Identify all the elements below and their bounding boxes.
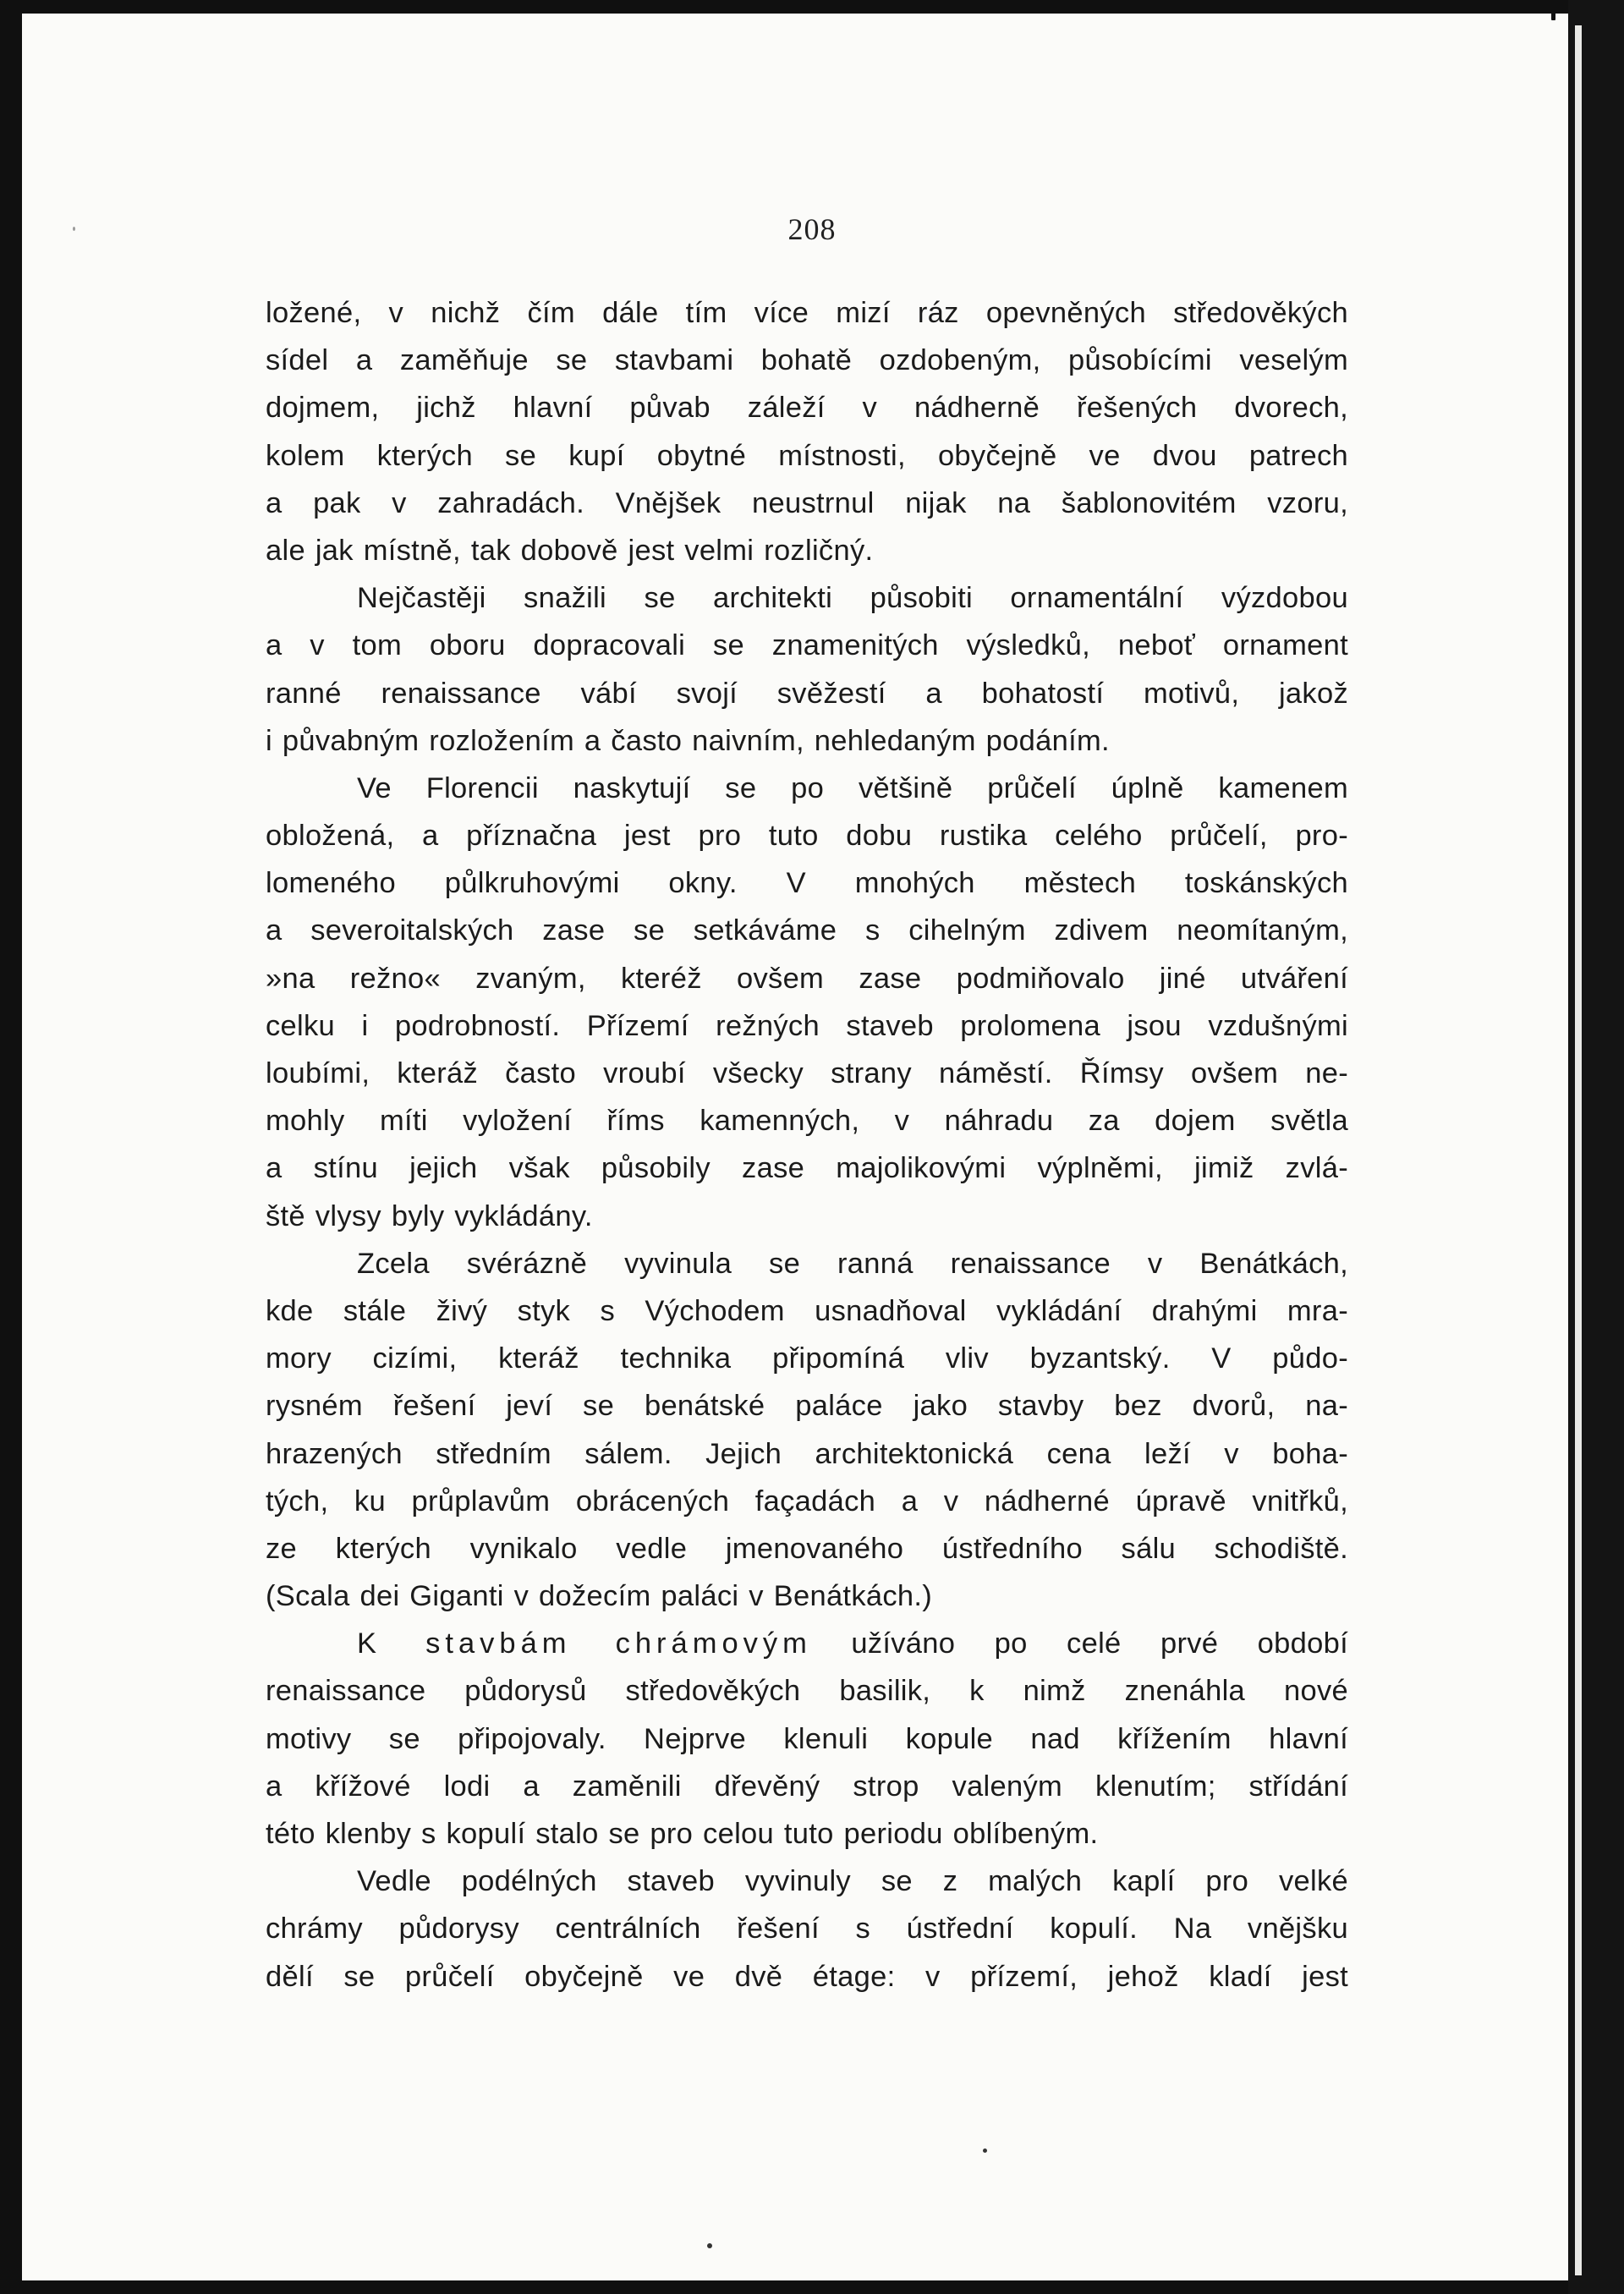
text-line: loubími, kteráž často vroubí všecky strany náměstí. Římsy ovšem ne- bbox=[266, 1057, 1348, 1089]
scan-speck bbox=[73, 227, 75, 231]
text-line: ale jak místně, tak dobově jest velmi rozličný. bbox=[266, 534, 874, 567]
text-line: hrazených středním sálem. Jejich architektonická cena leží v boha- bbox=[266, 1437, 1348, 1470]
text-line: sídel a zaměňuje se stavbami bohatě ozdobeným, působícími veselým bbox=[266, 344, 1348, 377]
text-line: a pak v zahradách. Vnějšek neustrnul nijak na šablonovitém vzoru, bbox=[266, 486, 1348, 519]
scan-speck bbox=[983, 2149, 987, 2153]
text-line: i půvabným rozložením a často naivním, nehledaným podáním. bbox=[266, 724, 1110, 757]
scan-speck bbox=[1551, 12, 1555, 20]
text-line: Ve Florencii naskytují se po většině průčelí úplně kamenem bbox=[357, 771, 1348, 804]
text-line: tých, ku průplavům obrácených façadách a v nádherné úpravě vnitřků, bbox=[266, 1485, 1348, 1517]
text-line: ště vlysy byly vykládány. bbox=[266, 1199, 593, 1232]
text-line: a severoitalských zase se setkáváme s cihelným zdivem neomítaným, bbox=[266, 914, 1348, 947]
text-line: dojmem, jichž hlavní půvab záleží v nádherně řešených dvorech, bbox=[266, 392, 1348, 425]
text-line: ložené, v nichž čím dále tím více mizí ráz opevněných středověkých bbox=[266, 297, 1348, 329]
text-line: a křížové lodi a zaměnili dřevěný strop valeným klenutím; střídání bbox=[266, 1770, 1348, 1803]
text-line: »na režno« zvaným, kteréž ovšem zase podmiňovalo jiné utváření bbox=[266, 962, 1348, 995]
text-line: renaissance půdorysů středověkých basilik, k nimž znenáhla nové bbox=[266, 1675, 1348, 1708]
text-line: kolem kterých se kupí obytné místnosti, obyčejně ve dvou patrech bbox=[266, 439, 1348, 472]
text-line: kde stále živý styk s Východem usnadňoval vykládání drahými mra- bbox=[266, 1294, 1348, 1327]
text-line: ze kterých vynikalo vedle jmenovaného ústředního sálu schodiště. bbox=[266, 1532, 1348, 1565]
text-line: motivy se připojovaly. Nejprve klenuli kopule nad křížením hlavní bbox=[266, 1722, 1348, 1755]
text-line: Zcela svérázně vyvinula se ranná renaissance v Benátkách, bbox=[357, 1247, 1348, 1280]
body-text bbox=[266, 289, 1348, 2000]
text-line: této klenby s kopulí stalo se pro celou tuto periodu oblíbeným. bbox=[266, 1818, 1099, 1850]
text-line bbox=[266, 1620, 1348, 1667]
text-line: rysném řešení jeví se benátské paláce jako stavby bez dvorů, na- bbox=[266, 1390, 1348, 1423]
text-line: chrámy půdorysy centrálních řešení s ústřední kopulí. Na vnějšku bbox=[266, 1913, 1348, 1946]
scan-speck bbox=[707, 2243, 712, 2248]
text-line: celku i podrobností. Přízemí režných staveb prolomena jsou vzdušnými bbox=[266, 1009, 1348, 1042]
text-line: Nejčastěji snažili se architekti působiti ornamentální výzdobou bbox=[357, 582, 1348, 615]
text-line: ranné renaissance vábí svojí svěžestí a bohatostí motivů, jakož bbox=[266, 677, 1348, 710]
text-line: obložená, a příznačna jest pro tuto dobu rustika celého průčelí, pro- bbox=[266, 820, 1348, 853]
page-number: 208 bbox=[787, 212, 837, 246]
text-line: a v tom oboru dopracovali se znamenitých výsledků, neboť ornament bbox=[266, 629, 1348, 662]
text-line: a stínu jejich však působily zase majolikovými výplněmi, jimiž zvlá- bbox=[266, 1152, 1348, 1185]
text-line: (Scala dei Giganti v dožecím paláci v Benátkách.) bbox=[266, 1580, 933, 1613]
emphasized-heading-text: K stavbám chrámovým bbox=[357, 1627, 812, 1660]
text-fragment: užíváno po celé prvé období bbox=[851, 1627, 1348, 1660]
text-line: mory cizími, kteráž technika připomíná vliv byzantský. V půdo- bbox=[266, 1342, 1348, 1375]
adjacent-page-edge bbox=[1575, 25, 1582, 2275]
text-line: lomeného půlkruhovými okny. V mnohých městech toskánských bbox=[266, 867, 1348, 900]
text-line: dělí se průčelí obyčejně ve dvě étage: v přízemí, jehož kladí jest bbox=[266, 1960, 1348, 1993]
text-line: mohly míti vyložení říms kamenných, v náhradu za dojem světla bbox=[266, 1105, 1348, 1138]
text-line: Vedle podélných staveb vyvinuly se z malých kaplí pro velké bbox=[357, 1865, 1348, 1898]
